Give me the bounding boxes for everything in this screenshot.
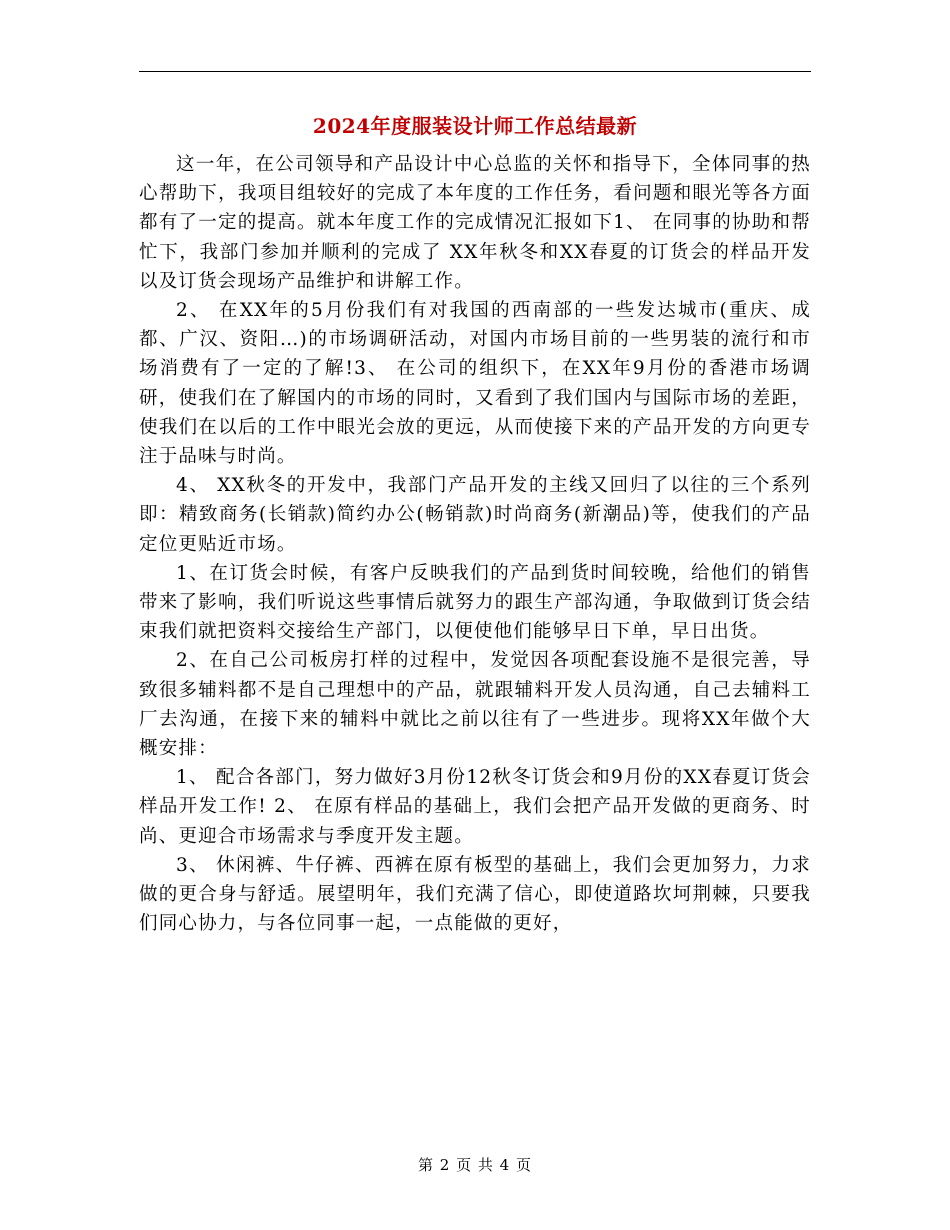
paragraph-4: 1、在订货会时候，有客户反映我们的产品到货时间较晚，给他们的销售带来了影响，我们听说这些事情后就努力的跟生产部沟通，争取做到订货会结束我们就把资料交接给生产部门，以便使他们能够早日下单，早日出货。 (139, 562, 811, 643)
document-title: 2024年度服装设计师工作总结最新 (312, 114, 638, 138)
header-rule (139, 71, 811, 72)
paragraph-6: 1、 配合各部门，努力做好3月份12秋冬订货会和9月份的XX春夏订货会样品开发工作! 2、 在原有样品的基础上，我们会把产品开发做的更商务、时尚、更迎合市场需求与季度开发主题。 (139, 767, 811, 847)
paragraph-2: 2、 在XX年的5月份我们有对我国的西南部的一些发达城市(重庆、成都、广汉、资阳…)的市场调研活动，对国内市场目前的一些男装的流行和市场消费有了一定的了解!3、 在公司的组织下，在XX年9月份的香港市场调研，使我们在了解国内的市场的同时，又看到了我们国内与国际市场的差距，使我们在以后的工作中眼光会放的更远，从而使接下来的产品开发的方向更专注于品味与时尚。 (139, 300, 811, 468)
document-body (139, 150, 811, 938)
page-footer (0, 1154, 950, 1175)
page-number: 第 2 页 共 4 页 (418, 1156, 532, 1174)
paragraph-5: 2、在自己公司板房打样的过程中，发觉因各项配套设施不是很完善，导致很多辅料都不是自己理想中的产品，就跟辅料开发人员沟通，自己去辅料工厂去沟通，在接下来的辅料中就比之前以往有了一些进步。现将XX年做个大概安排： (139, 650, 811, 760)
paragraph-3: 4、 XX秋冬的开发中，我部门产品开发的主线又回归了以往的三个系列即：精致商务(长销款)简约办公(畅销款)时尚商务(新潮品)等，使我们的产品定位更贴近市场。 (139, 475, 811, 555)
paragraph-1: 这一年，在公司领导和产品设计中心总监的关怀和指导下，全体同事的热心帮助下，我项目组较好的完成了本年度的工作任务，看问题和眼光等各方面都有了一定的提高。就本年度工作的完成情况汇报如下1、 在同事的协助和帮忙下，我部门参加并顺利的完成了 XX年秋冬和XX春夏的订货会的样品开发以及订货会现场产品维护和讲解工作。 (139, 154, 811, 292)
paragraph-7: 3、 休闲裤、牛仔裤、西裤在原有板型的基础上，我们会更加努力，力求做的更合身与舒适。展望明年，我们充满了信心，即使道路坎坷荆棘，只要我们同心协力，与各位同事一起，一点能做的更好， (139, 854, 811, 935)
